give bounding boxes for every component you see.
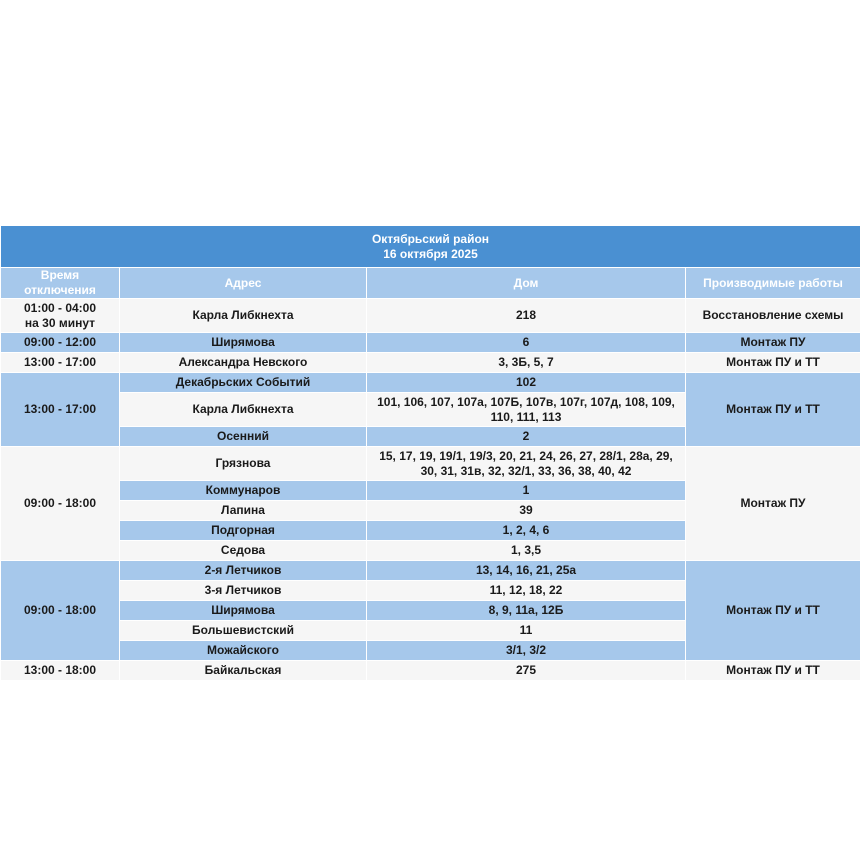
- house-cell: 275: [367, 661, 686, 681]
- house-cell: 2: [367, 427, 686, 447]
- address-cell: Байкальская: [120, 661, 367, 681]
- time-cell: 09:00 - 18:00: [1, 561, 120, 661]
- address-cell: Подгорная: [120, 521, 367, 541]
- district-title: Октябрьский район: [371, 231, 490, 246]
- column-header-house: Дом: [367, 268, 686, 299]
- column-header-row: [1, 268, 860, 299]
- address-cell: Большевистский: [120, 621, 367, 641]
- house-cell: 6: [367, 333, 686, 353]
- column-header-time: Время отключения: [1, 268, 120, 299]
- works-cell: Монтаж ПУ и ТТ: [686, 373, 860, 447]
- works-cell: Монтаж ПУ и ТТ: [686, 661, 860, 681]
- time-cell: 13:00 - 17:00: [1, 353, 120, 373]
- address-cell: 3-я Летчиков: [120, 581, 367, 601]
- address-cell: Осенний: [120, 427, 367, 447]
- table-row: [1, 333, 860, 353]
- house-cell: 15, 17, 19, 19/1, 19/3, 20, 21, 24, 26, 27, 28/1, 28а, 29, 30, 31, 31в, 32, 32/1, 33, 36, 38, 40, 42: [367, 447, 686, 481]
- address-cell: Декабрьских Событий: [120, 373, 367, 393]
- table-row: [1, 373, 860, 393]
- house-cell: 13, 14, 16, 21, 25а: [367, 561, 686, 581]
- table-title: [1, 226, 860, 268]
- works-cell: Монтаж ПУ: [686, 447, 860, 561]
- column-header-works: Производимые работы: [686, 268, 860, 299]
- schedule-date: 16 октября 2025: [383, 246, 478, 261]
- address-cell: Седова: [120, 541, 367, 561]
- works-cell: Восстановление схемы: [686, 299, 860, 333]
- house-cell: 1, 2, 4, 6: [367, 521, 686, 541]
- time-cell: 09:00 - 18:00: [1, 447, 120, 561]
- works-cell: Монтаж ПУ: [686, 333, 860, 353]
- house-cell: 8, 9, 11а, 12Б: [367, 601, 686, 621]
- address-cell: Карла Либкнехта: [120, 393, 367, 427]
- table-row: [1, 353, 860, 373]
- table-row: [1, 299, 860, 333]
- address-cell: Можайского: [120, 641, 367, 661]
- house-cell: 1: [367, 481, 686, 501]
- address-cell: Александра Невского: [120, 353, 367, 373]
- address-cell: Лапина: [120, 501, 367, 521]
- table-title-row: [1, 226, 860, 268]
- house-cell: 11, 12, 18, 22: [367, 581, 686, 601]
- house-cell: 3/1, 3/2: [367, 641, 686, 661]
- house-cell: 11: [367, 621, 686, 641]
- time-cell: 13:00 - 18:00: [1, 661, 120, 681]
- house-cell: 102: [367, 373, 686, 393]
- address-cell: Коммунаров: [120, 481, 367, 501]
- address-cell: Ширямова: [120, 333, 367, 353]
- address-cell: Ширямова: [120, 601, 367, 621]
- house-cell: 39: [367, 501, 686, 521]
- house-cell: 101, 106, 107, 107а, 107Б, 107в, 107г, 107д, 108, 109, 110, 111, 113: [367, 393, 686, 427]
- time-cell: 13:00 - 17:00: [1, 373, 120, 447]
- table-row: [1, 661, 860, 681]
- table-row: [1, 447, 860, 481]
- house-cell: 218: [367, 299, 686, 333]
- address-cell: Карла Либкнехта: [120, 299, 367, 333]
- works-cell: Монтаж ПУ и ТТ: [686, 353, 860, 373]
- outage-schedule-table: [0, 225, 860, 681]
- house-cell: 1, 3,5: [367, 541, 686, 561]
- table-row: [1, 561, 860, 581]
- time-cell: 09:00 - 12:00: [1, 333, 120, 353]
- time-cell: 01:00 - 04:00 на 30 минут: [1, 299, 120, 333]
- house-cell: 3, 3Б, 5, 7: [367, 353, 686, 373]
- address-cell: Грязнова: [120, 447, 367, 481]
- works-cell: Монтаж ПУ и ТТ: [686, 561, 860, 661]
- column-header-address: Адрес: [120, 268, 367, 299]
- address-cell: 2-я Летчиков: [120, 561, 367, 581]
